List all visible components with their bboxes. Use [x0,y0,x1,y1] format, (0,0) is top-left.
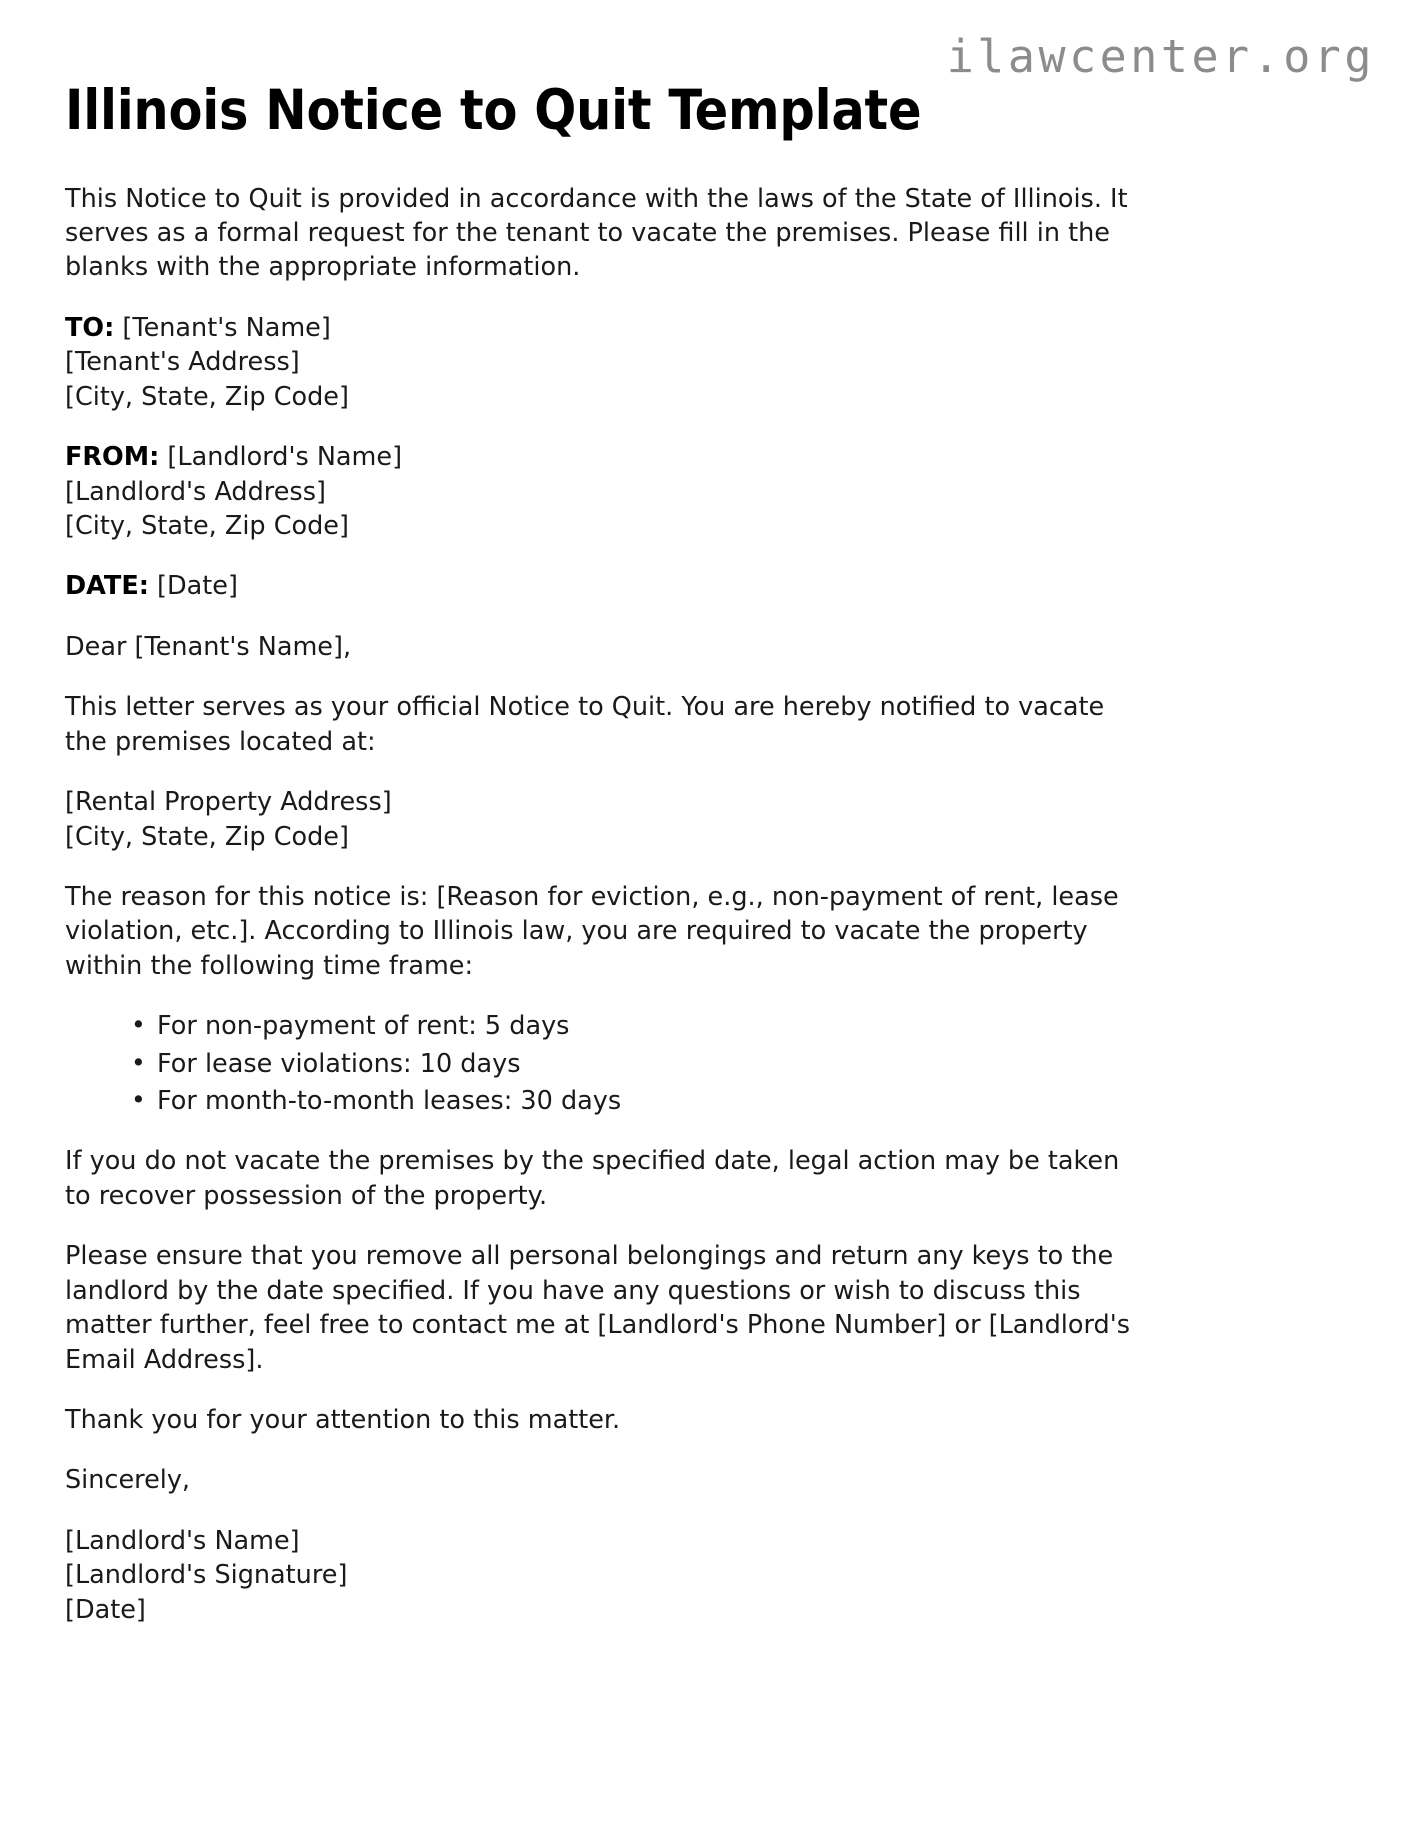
salutation: Dear [Tenant's Name], [65,631,352,662]
tenant-address: [Tenant's Address] [65,347,300,378]
list-item: • For month-to-month leases: 30 days [131,1084,1147,1118]
thanks-paragraph: Thank you for your attention to this matter. [65,1404,621,1435]
from-block [65,440,1147,543]
date-value: [Date] [157,571,238,602]
landlord-name: [Landlord's Name] [167,442,403,473]
legal-action-paragraph: If you do not vacate the premises by the specified date, legal action may be taken to recover possession of the property. [65,1146,1120,1211]
landlord-address: [Landlord's Address] [65,476,326,507]
belongings-paragraph: Please ensure that you remove all personal belongings and return any keys to the landlord by the date specified. If you have any questions or wish to discuss this matter further, feel free to contact me at [Landlord's Phone Number] or [Landlord's Email Address]. [65,1241,1130,1375]
signature-line: [Landlord's Signature] [65,1560,348,1591]
tenant-name: [Tenant's Name] [122,312,331,343]
to-label: TO: [65,312,115,343]
closing-salutation: Sincerely, [65,1465,191,1496]
signature-landlord-name: [Landlord's Name] [65,1525,300,1556]
tenant-city-state-zip: [City, State, Zip Code] [65,381,349,412]
to-block [65,311,1147,414]
notice-body-paragraph: This letter serves as your official Notice to Quit. You are hereby notified to vacate the premises located at: [65,692,1105,757]
intro-paragraph: This Notice to Quit is provided in accordance with the laws of the State of Illinois. It serves as a formal request for the tenant to vacate the premises. Please fill in the blanks with the appropriate information. [65,183,1128,283]
site-watermark: ilawcenter.org [946,30,1375,83]
signature-block [65,1524,1147,1627]
landlord-city-state-zip: [City, State, Zip Code] [65,510,349,541]
list-item: • For non-payment of rent: 5 days [131,1009,1147,1043]
premises-address: [Rental Property Address] [65,787,392,818]
signature-date: [Date] [65,1594,146,1625]
timeframe-list [65,1009,1147,1118]
reason-paragraph: The reason for this notice is: [Reason for eviction, e.g., non-payment of rent, lease violation, etc.]. According to Illinois law, you are required to vacate the property within the following time frame: [65,881,1119,981]
date-block [65,569,1147,603]
date-label: DATE: [65,571,149,602]
page-title: Illinois Notice to Quit Template [65,78,922,142]
from-label: FROM: [65,442,160,473]
premises-block [65,785,1147,854]
premises-city-state-zip: [City, State, Zip Code] [65,821,349,852]
list-item: • For lease violations: 10 days [131,1047,1147,1081]
document-content [65,80,1147,1653]
